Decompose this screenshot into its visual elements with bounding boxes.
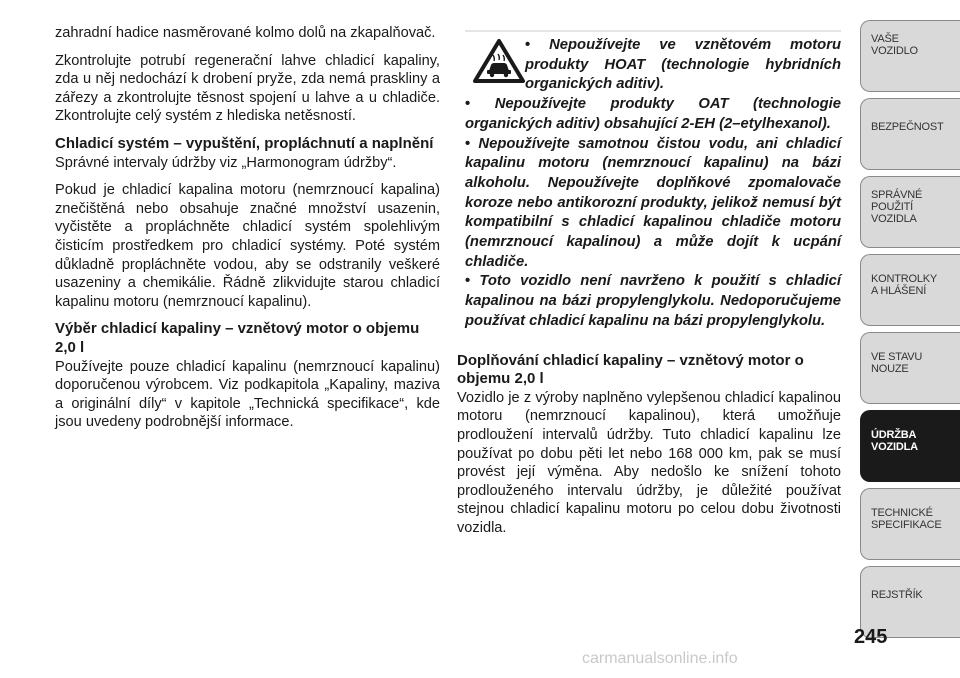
right-column xyxy=(457,24,841,537)
heading-coolant-refill: Doplňování chladicí kapaliny – vznětový motor o objemu 2,0 l xyxy=(457,351,804,388)
tab-vase-vozidlo[interactable] xyxy=(860,20,960,92)
page-number: 245 xyxy=(854,626,888,648)
warning-box xyxy=(465,24,841,332)
tab-label: NOUZE xyxy=(871,363,909,375)
tab-label: SPECIFIKACE xyxy=(871,519,942,531)
paragraph-coolant-selection: Používejte pouze chladicí kapalinu (nemrznoucí kapalinu) doporučenou výrobcem. Viz podkapitola „Kapaliny, maziva a originální díly“ v kapitole „Technická specifikace“, kde jsou uvedeny podrobnější informace. xyxy=(55,358,440,431)
tab-label: SPRÁVNÉ xyxy=(871,189,923,201)
paragraph-coolant-refill: Vozidlo je z výroby naplněno vylepšenou chladicí kapalinou motoru (nemrznoucí kapalinou), která umožňuje prodloužení intervalů údržby. Tuto chladicí kapalinu lze používat po dobu pěti let nebo 168 000 km, pak se musí provést její výměna. Aby nedošlo ke snížení tohoto prodlouženého intervalu údržby, je důležité používat stejnou chladicí kapalinu motoru po celou dobu životnosti vozidla. xyxy=(457,389,841,536)
paragraph-hose: zahradní hadice nasměrované kolmo dolů na zkapalňovač. xyxy=(55,25,436,41)
tab-label: VOZIDLA xyxy=(871,441,918,453)
paragraph-flush: Pokud je chladicí kapalina motoru (nemrznoucí kapalina) znečištěná nebo obsahuje značné množství usazenin, vyčistěte a propláchněte chladicí systém spolehlivým čisticím prostředkem pro chladicí systémy. Poté systém důkladně propláchněte vodou, aby se odstranily veškeré usazeniny a chemikálie. Řádně zlikvidujte starou chladicí kapalinu motoru (nemrznoucí kapalinu). xyxy=(55,182,440,310)
tab-udrzba-vozidla[interactable] xyxy=(860,410,960,482)
tab-label: KONTROLKY xyxy=(871,273,938,285)
tab-label: REJSTŘÍK xyxy=(871,589,923,601)
warning-item: • Nepoužívejte samotnou čistou vodu, ani chladicí kapalinu motoru (nemrznoucí kapalinu) na bázi alkoholu. Nepoužívejte doplňkové zpomalovače koroze nebo antikorozní produkty, jelikož nemusí být kompatibilní s chladicí kapalinou chladiče motoru (nemrznoucí kapalinou) a může dojít k ucpání chladiče. xyxy=(465,135,841,273)
tab-label: ÚDRŽBA xyxy=(871,429,917,441)
paragraph-check-hoses: Zkontrolujte potrubí regenerační lahve chladicí kapaliny, zda u něj nedochází k drobení pryže, zda nemá praskliny a zářezy a zkontrolujte těsnost spojení u lahve a u chladiče. Zkontrolujte celý systém z hlediska netěsností. xyxy=(55,52,440,125)
tab-ve-stavu-nouze[interactable] xyxy=(860,332,960,404)
warning-triangle-car-icon xyxy=(473,38,525,84)
tab-bezpecnost[interactable] xyxy=(860,98,960,170)
tab-spravne-pouziti-vozidla[interactable] xyxy=(860,176,960,248)
tab-label: VE STAVU xyxy=(871,351,923,363)
tab-label: VOZIDLO xyxy=(871,45,918,57)
tab-label: A HLÁŠENÍ xyxy=(871,285,927,297)
watermark: carmanualsonline.info xyxy=(582,650,738,667)
tab-label: TECHNICKÉ xyxy=(871,507,933,519)
heading-drain-flush-fill: Chladicí systém – vypuštění, propláchnutí a naplnění xyxy=(55,134,434,152)
tab-kontrolky-a-hlaseni[interactable] xyxy=(860,254,960,326)
warning-item: • Nepoužívejte ve vznětovém motoru produkty HOAT (technologie hybridních organických aditiv). xyxy=(525,36,841,95)
heading-coolant-selection: Výběr chladicí kapaliny – vznětový motor o objemu 2,0 l xyxy=(55,320,420,356)
tab-technicke-specifikace[interactable] xyxy=(860,488,960,560)
chapter-tabs xyxy=(860,20,960,640)
tab-label: BEZPEČNOST xyxy=(871,121,944,133)
paragraph-intervals: Správné intervaly údržby viz „Harmonogram údržby“. xyxy=(55,154,397,171)
tab-label: VAŠE xyxy=(871,33,899,45)
tab-label: POUŽITÍ xyxy=(871,201,913,213)
tab-label: VOZIDLA xyxy=(871,213,917,225)
left-column xyxy=(55,24,440,432)
warning-item: • Toto vozidlo není navrženo k použití s chladicí kapalinou na bázi propylenglykolu. Nedoporučujeme používat chladicí kapalinu na bázi propylenglykolu. xyxy=(465,272,841,331)
warning-item: • Nepoužívejte produkty OAT (technologie organických aditiv) obsahující 2-EH (2–etylhexanol). xyxy=(465,95,841,134)
